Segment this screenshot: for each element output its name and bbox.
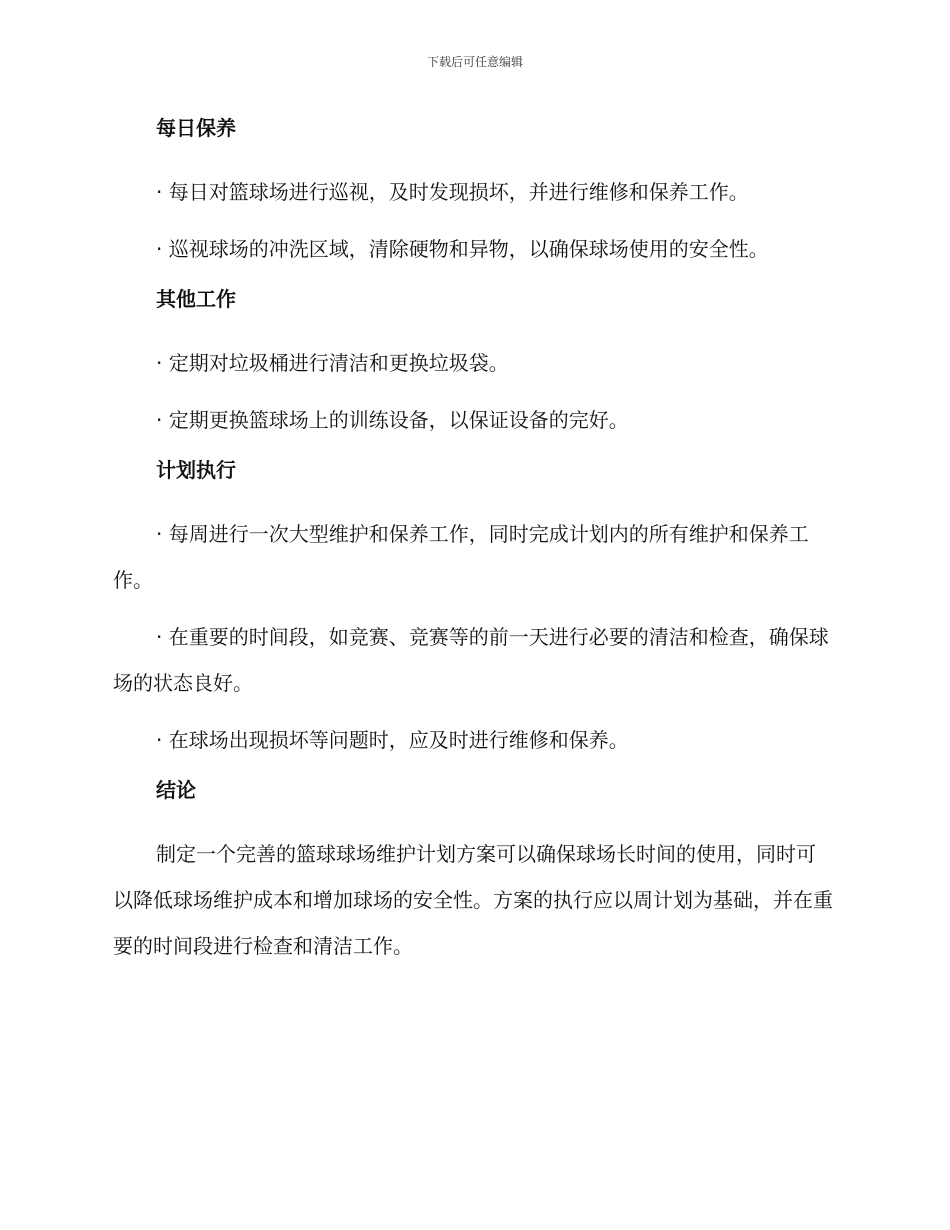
document-body xyxy=(113,112,833,969)
paragraph-equipment-replacement: · 定期更换篮球场上的训练设备，以保证设备的完好。 xyxy=(156,408,629,432)
section-heading-conclusion: 结论 xyxy=(156,778,196,802)
paragraph-wash-area-inspection: · 巡视球场的冲洗区域，清除硬物和异物，以确保球场使用的安全性。 xyxy=(156,237,769,261)
section-heading-other-work: 其他工作 xyxy=(156,287,236,311)
paragraph-damage-repair: · 在球场出现损坏等问题时，应及时进行维修和保养。 xyxy=(156,728,629,752)
paragraph-daily-inspection: · 每日对篮球场进行巡视，及时发现损坏，并进行维修和保养工作。 xyxy=(156,180,749,204)
paragraph-trash-cleaning: · 定期对垃圾桶进行清洁和更换垃圾袋。 xyxy=(156,351,509,375)
section-heading-plan-execution: 计划执行 xyxy=(156,458,236,482)
paragraph-conclusion: 制定一个完善的篮球球场维护计划方案可以确保球场长时间的使用，同时可以降低球场维护成本和增加球场的安全性。方案的执行应以周计划为基础，并在重要的时间段进行检查和清洁工作。 xyxy=(113,842,833,958)
page-header: 下载后可任意编辑 xyxy=(426,55,523,69)
paragraph-pre-event-check: · 在重要的时间段，如竞赛、竞赛等的前一天进行必要的清洁和检查，确保球场的状态良好。 xyxy=(113,625,829,695)
paragraph-weekly-maintenance: · 每周进行一次大型维护和保养工作，同时完成计划内的所有维护和保养工作。 xyxy=(113,522,809,592)
section-heading-daily-maintenance: 每日保养 xyxy=(156,116,236,140)
